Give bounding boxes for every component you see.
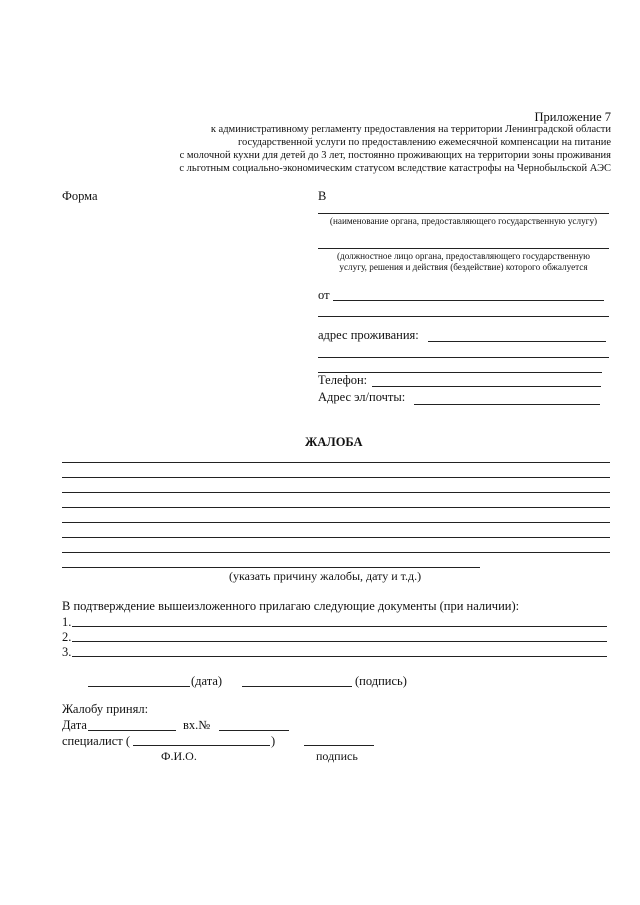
addressee-body-caption: (наименование органа, предоставляющего государственную услугу) bbox=[329, 216, 598, 226]
specialist-name-field[interactable] bbox=[133, 745, 270, 746]
complaint-line[interactable] bbox=[62, 507, 610, 508]
header-line-3: с молочной кухни для детей до 3 лет, постоянно проживающих на территории зоны проживания bbox=[179, 150, 611, 161]
header-line-1: к административному регламенту предоставления на территории Ленинградской области bbox=[210, 124, 611, 135]
complaint-line[interactable] bbox=[62, 552, 610, 553]
from-label: от bbox=[318, 288, 330, 302]
specialist-signature-field[interactable] bbox=[304, 745, 374, 746]
addressee-prefix: В bbox=[318, 189, 327, 203]
complaint-line[interactable] bbox=[62, 477, 610, 478]
signature-caption: (подпись) bbox=[355, 674, 407, 688]
from-field-2[interactable] bbox=[318, 316, 609, 317]
phone-field[interactable] bbox=[372, 386, 601, 387]
attachment-field-1[interactable] bbox=[72, 626, 607, 627]
attachment-field-2[interactable] bbox=[72, 641, 607, 642]
specialist-close-paren: ) bbox=[271, 734, 276, 748]
accepted-label: Жалобу принял: bbox=[62, 702, 149, 716]
incoming-number-field[interactable] bbox=[219, 730, 289, 731]
address-field-2[interactable] bbox=[318, 357, 609, 358]
incoming-number-label: вх.№ bbox=[183, 718, 211, 732]
from-field[interactable] bbox=[333, 300, 604, 301]
phone-label: Телефон: bbox=[318, 373, 368, 387]
attachment-number-2: 2. bbox=[62, 630, 72, 644]
reason-caption: (указать причину жалобы, дату и т.д.) bbox=[229, 569, 422, 583]
attachments-intro: В подтверждение вышеизложенного прилагаю следующие документы (при наличии): bbox=[62, 599, 520, 613]
form-label: Форма bbox=[62, 189, 98, 203]
addressee-body-line[interactable] bbox=[318, 213, 609, 214]
complaint-line[interactable] bbox=[62, 462, 610, 463]
complaint-line[interactable] bbox=[62, 537, 610, 538]
date-caption: (дата) bbox=[191, 674, 223, 688]
address-label: адрес проживания: bbox=[318, 328, 419, 342]
complaint-title: ЖАЛОБА bbox=[305, 435, 363, 449]
signature-caption-bottom: подпись bbox=[316, 749, 358, 763]
official-caption-2: услугу, решения и действия (бездействие) которого обжалуется bbox=[339, 262, 588, 272]
acceptance-date-label: Дата bbox=[62, 718, 87, 732]
complaint-line[interactable] bbox=[62, 522, 610, 523]
official-caption-1: (должностное лицо органа, предоставляющего государственную bbox=[336, 251, 591, 261]
complaint-line[interactable] bbox=[62, 492, 610, 493]
specialist-label: специалист ( bbox=[62, 734, 131, 748]
attachment-number-3: 3. bbox=[62, 645, 72, 659]
header-line-4: с льготным социально-экономическим статусом вследствие катастрофы на Чернобыльской АЭС bbox=[179, 163, 611, 174]
annex-title: Приложение 7 bbox=[534, 110, 611, 124]
fio-caption: Ф.И.О. bbox=[161, 749, 197, 763]
address-field[interactable] bbox=[428, 341, 606, 342]
signature-field[interactable] bbox=[242, 686, 352, 687]
complaint-line-last[interactable] bbox=[62, 567, 480, 568]
acceptance-date-field[interactable] bbox=[88, 730, 176, 731]
attachment-field-3[interactable] bbox=[72, 656, 607, 657]
header-line-2: государственной услуги по предоставлению ежемесячной компенсации на питание bbox=[237, 137, 611, 148]
official-line[interactable] bbox=[318, 248, 609, 249]
email-label: Адрес эл/почты: bbox=[318, 390, 406, 404]
date-field[interactable] bbox=[88, 686, 190, 687]
email-field[interactable] bbox=[414, 404, 600, 405]
attachment-number-1: 1. bbox=[62, 615, 72, 629]
